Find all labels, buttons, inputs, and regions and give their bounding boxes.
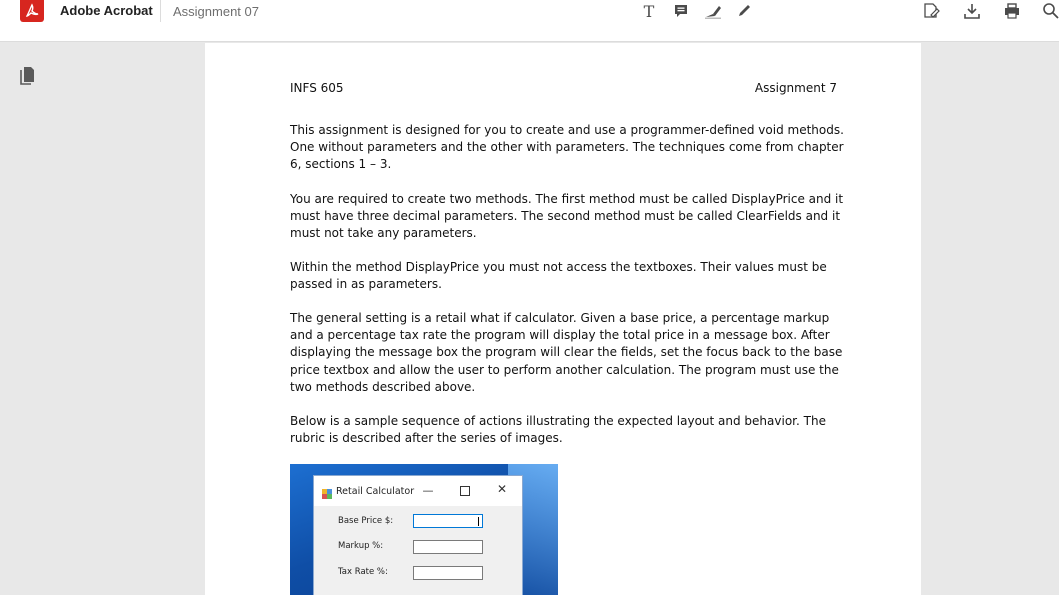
paragraph-sample: Below is a sample sequence of actions illustrating the expected layout and behavior. The rubric is described after the series of images.: [290, 414, 826, 446]
base-price-label: Base Price $:: [338, 516, 394, 526]
paragraph-methods: You are required to create two methods. The first method must be called DisplayPrice and it must have three decimal parameters. The second method must be called ClearFields and it must not take any parameters.: [290, 192, 844, 241]
toolbar-divider: [160, 0, 161, 22]
embedded-screenshot: [290, 464, 558, 595]
paragraph-parameters: Within the method DisplayPrice you must not access the textboxes. Their values must be passed in as parameters.: [290, 260, 827, 292]
sign-icon[interactable]: [921, 0, 943, 22]
top-toolbar: [0, 0, 1059, 42]
document-page: [205, 43, 921, 595]
window-title-bar: [314, 476, 522, 506]
page-header-course: INFS 605: [290, 81, 344, 95]
pages-panel-icon[interactable]: [19, 65, 37, 85]
page-header-assignment: Assignment 7: [754, 81, 837, 95]
tax-rate-label: Tax Rate %:: [338, 567, 388, 577]
acrobat-logo-icon[interactable]: [20, 0, 44, 22]
base-price-input: [413, 514, 483, 528]
app-name: Adobe Acrobat: [60, 3, 153, 18]
close-icon: ✕: [497, 482, 508, 496]
form-icon: [322, 486, 332, 496]
retail-calculator-window: [313, 475, 523, 595]
paragraph-setting: The general setting is a retail what if calculator. Given a base price, a percentage markup and a percentage tax rate the program will display the total price in a message box. After displaying the message box the program will clear the fields, set the focus back to the base price textbox and allow the user to perform another calculation. The program must use the two methods described above.: [290, 311, 843, 394]
tax-rate-input: [413, 566, 483, 580]
minimize-icon: —: [422, 484, 434, 497]
document-tab[interactable]: Assignment 07: [173, 4, 259, 19]
markup-label: Markup %:: [338, 541, 384, 551]
download-icon[interactable]: [961, 0, 983, 22]
print-icon[interactable]: [1001, 0, 1023, 22]
highlight-icon[interactable]: [702, 0, 724, 22]
comment-icon[interactable]: [670, 0, 692, 22]
search-icon[interactable]: [1040, 0, 1059, 22]
text-tool-icon[interactable]: T: [643, 1, 655, 21]
window-title: Retail Calculator: [336, 486, 415, 497]
draw-pencil-icon[interactable]: [733, 0, 755, 22]
maximize-icon: [460, 486, 470, 496]
paragraph-intro: This assignment is designed for you to create and use a programmer-defined void methods. One without parameters and the other with parameters. The techniques come from chapter 6, sections 1 – 3.: [290, 123, 844, 172]
markup-input: [413, 540, 483, 554]
